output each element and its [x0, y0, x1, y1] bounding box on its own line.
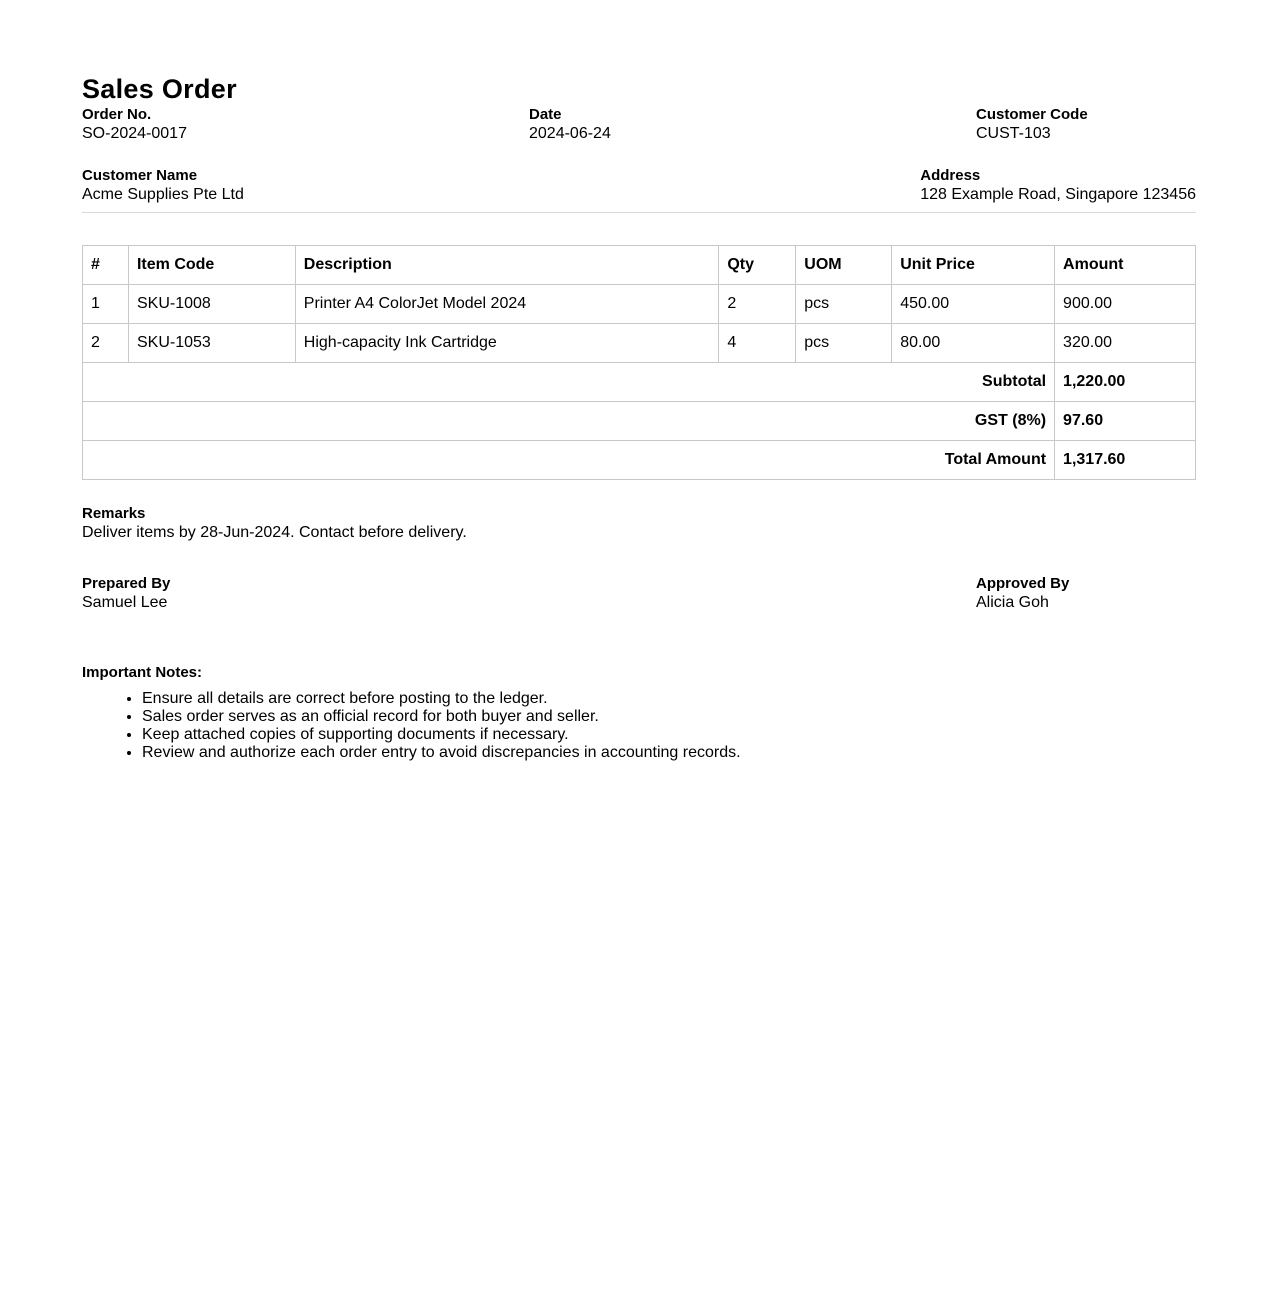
table-row — [83, 285, 1196, 324]
prepared-by-field — [82, 575, 170, 613]
address-value: 128 Example Road, Singapore 123456 — [920, 186, 1196, 203]
subtotal-value: 1,220.00 — [1055, 363, 1196, 402]
table-cell: SKU-1053 — [128, 324, 295, 363]
notes-list — [82, 690, 1196, 762]
table-cell: 320.00 — [1055, 324, 1196, 363]
gst-row — [83, 402, 1196, 441]
remarks-section — [82, 505, 1196, 543]
document-title: Sales Order — [82, 74, 237, 104]
remarks-value: Deliver items by 28-Jun-2024. Contact before delivery. — [82, 524, 467, 541]
table-cell: 1 — [83, 285, 129, 324]
customer-name-label: Customer Name — [82, 167, 198, 184]
approved-by-label: Approved By — [976, 575, 1070, 592]
sales-order-document — [82, 73, 1196, 762]
column-header: Item Code — [128, 246, 295, 285]
order-no-value: SO-2024-0017 — [82, 125, 187, 142]
customer-code-field — [976, 106, 1088, 144]
column-header: Description — [295, 246, 719, 285]
table-cell: 2 — [83, 324, 129, 363]
prepared-by-value: Samuel Lee — [82, 594, 168, 611]
customer-name-field — [82, 167, 244, 205]
column-header: Amount — [1055, 246, 1196, 285]
address-field — [920, 167, 1196, 205]
table-cell: pcs — [796, 285, 892, 324]
customer-name-value: Acme Supplies Pte Ltd — [82, 186, 244, 203]
list-item: • Ensure all details are correct before posting to the ledger. — [142, 690, 1196, 708]
column-header: Qty — [719, 246, 796, 285]
table-cell: Printer A4 ColorJet Model 2024 — [295, 285, 719, 324]
customer-code-label: Customer Code — [976, 106, 1088, 123]
address-label: Address — [920, 167, 981, 184]
table-cell: 900.00 — [1055, 285, 1196, 324]
approved-by-value: Alicia Goh — [976, 594, 1049, 611]
table-cell: 2 — [719, 285, 796, 324]
table-cell: High-capacity Ink Cartridge — [295, 324, 719, 363]
table-cell: 4 — [719, 324, 796, 363]
order-no-field — [82, 106, 187, 144]
date-field — [529, 106, 611, 144]
list-item: • Keep attached copies of supporting documents if necessary. — [142, 726, 1196, 744]
important-notes-section — [82, 664, 1196, 762]
signature-row — [82, 575, 1196, 623]
customer-info-row — [82, 167, 1196, 212]
list-item: • Sales order serves as an official record for both buyer and seller. — [142, 708, 1196, 726]
gst-label: GST (8%) — [83, 402, 1055, 441]
table-header-row — [83, 246, 1196, 285]
line-items-table — [82, 245, 1196, 480]
total-amount-row — [83, 441, 1196, 480]
column-header: # — [83, 246, 129, 285]
table-cell: 80.00 — [892, 324, 1055, 363]
header-divider — [82, 212, 1196, 213]
table-cell: SKU-1008 — [128, 285, 295, 324]
total-amount-label: Total Amount — [83, 441, 1055, 480]
gst-value: 97.60 — [1055, 402, 1196, 441]
subtotal-row — [83, 363, 1196, 402]
table-cell: pcs — [796, 324, 892, 363]
notes-title: Important Notes: — [82, 664, 202, 681]
date-value: 2024-06-24 — [529, 125, 611, 142]
list-item: • Review and authorize each order entry to avoid discrepancies in accounting records. — [142, 744, 1196, 762]
total-amount-value: 1,317.60 — [1055, 441, 1196, 480]
remarks-label: Remarks — [82, 505, 146, 522]
prepared-by-label: Prepared By — [82, 575, 171, 592]
table-cell: 450.00 — [892, 285, 1055, 324]
table-row — [83, 324, 1196, 363]
date-label: Date — [529, 106, 562, 123]
subtotal-label: Subtotal — [83, 363, 1055, 402]
approved-by-field — [976, 575, 1069, 613]
column-header: UOM — [796, 246, 892, 285]
column-header: Unit Price — [892, 246, 1055, 285]
customer-code-value: CUST-103 — [976, 125, 1051, 142]
order-info-row — [82, 106, 1196, 167]
order-no-label: Order No. — [82, 106, 152, 123]
